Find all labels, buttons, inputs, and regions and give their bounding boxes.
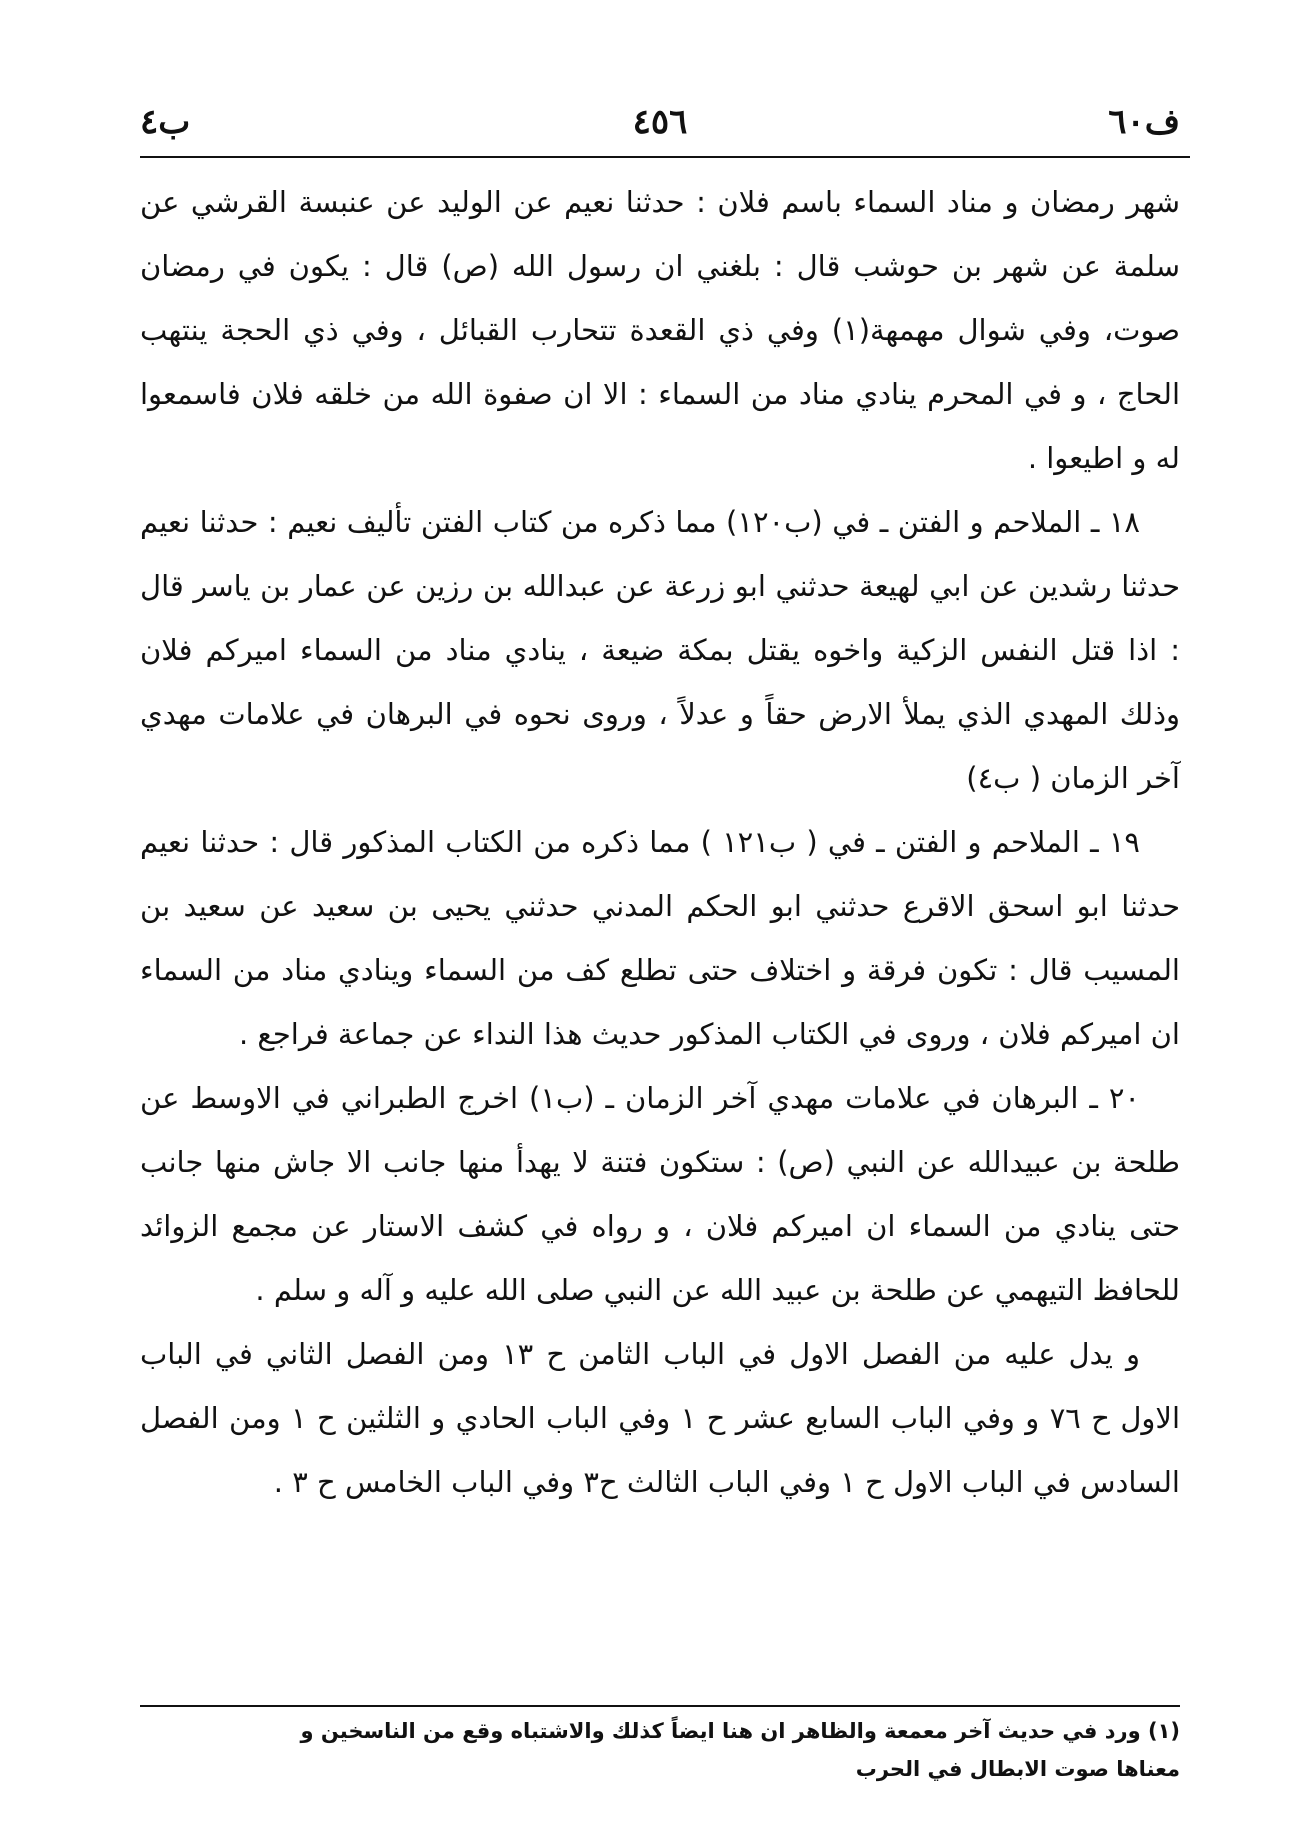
paragraph-4: ٢٠ ـ البرهان في علامات مهدي آخر الزمان ـ (ب١) اخرج الطبراني في الاوسط عن طلحة بن عبيدالله عن النبي (ص) : ستكون فتنة لا يهدأ منها جانب الا جاش منها جانب حتى ينادي من السماء ان اميركم فلان ، و رواه في كشف الاستار عن مجمع الزوائد للحافظ التيهمي عن طلحة بن عبيد الله عن النبي صلى الله عليه و آله و سلم . xyxy=(140,1081,1180,1307)
paragraph-2: ١٨ ـ الملاحم و الفتن ـ في (ب١٢٠) مما ذكره من كتاب الفتن تأليف نعيم : حدثنا نعيم حدثنا رشدين عن ابي لهيعة حدثني ابو زرعة عن عبدالله بن رزين عن عمار بن ياسر قال : اذا قتل النفس الزكية واخوه يقتل بمكة ضيعة ، ينادي مناد من السماء اميركم فلان وذلك المهدي الذي يملأ الارض حقاً و عدلاً ، وروى نحوه في البرهان في علامات مهدي آخر الزمان ( ب٤) xyxy=(140,505,1180,795)
footnote-line-1: (١) ورد في حديث آخر معمعة والظاهر ان هنا ايضاً كذلك والاشتباه وقع من الناسخين و xyxy=(300,1719,1180,1743)
header-divider xyxy=(140,156,1190,158)
paragraph-5: و يدل عليه من الفصل الاول في الباب الثامن ح ١٣ ومن الفصل الثاني في الباب الاول ح ٧٦ و وفي الباب السابع عشر ح ١ وفي الباب الحادي و الثلثين ح ١ ومن الفصل السادس في الباب الاول ح ١ وفي الباب الثالث ح٣ وفي الباب الخامس ح ٣ . xyxy=(140,1337,1180,1499)
paragraph-3: ١٩ ـ الملاحم و الفتن ـ في ( ب١٢١ ) مما ذكره من الكتاب المذكور قال : حدثنا نعيم حدثنا ابو اسحق الاقرع حدثني ابو الحكم المدني حدثني يحيى بن سعيد عن سعيد بن المسيب قال : تكون فرقة و اختلاف حتى تطلع كف من السماء وينادي مناد من السماء ان اميركم فلان ، وروى في الكتاب المذكور حديث هذا النداء عن جماعة فراجع . xyxy=(140,825,1180,1051)
header-source-code: ف٦٠ xyxy=(1108,102,1180,142)
page-header xyxy=(140,92,1180,152)
footnote xyxy=(140,1712,1180,1788)
paragraph-1: شهر رمضان و مناد السماء باسم فلان : حدثنا نعيم عن الوليد عن عنبسة القرشي عن سلمة عن شهر بن حوشب قال : بلغني ان رسول الله (ص) قال : يكون في رمضان صوت، وفي شوال مهمهة(١) وفي ذي القعدة تتحارب القبائل ، وفي ذي الحجة ينتهب الحاج ، و في المحرم ينادي مناد من السماء : الا ان صفوة الله من خلقه فلان فاسمعوا له و اطيعوا . xyxy=(140,185,1180,475)
footnote-divider xyxy=(140,1705,1180,1707)
page-number: ٤٥٦ xyxy=(632,102,688,142)
footnote-line-2: معناها صوت الابطال في الحرب xyxy=(855,1757,1180,1781)
header-section-code: ب٤ xyxy=(140,102,191,142)
main-text xyxy=(140,170,1180,1514)
